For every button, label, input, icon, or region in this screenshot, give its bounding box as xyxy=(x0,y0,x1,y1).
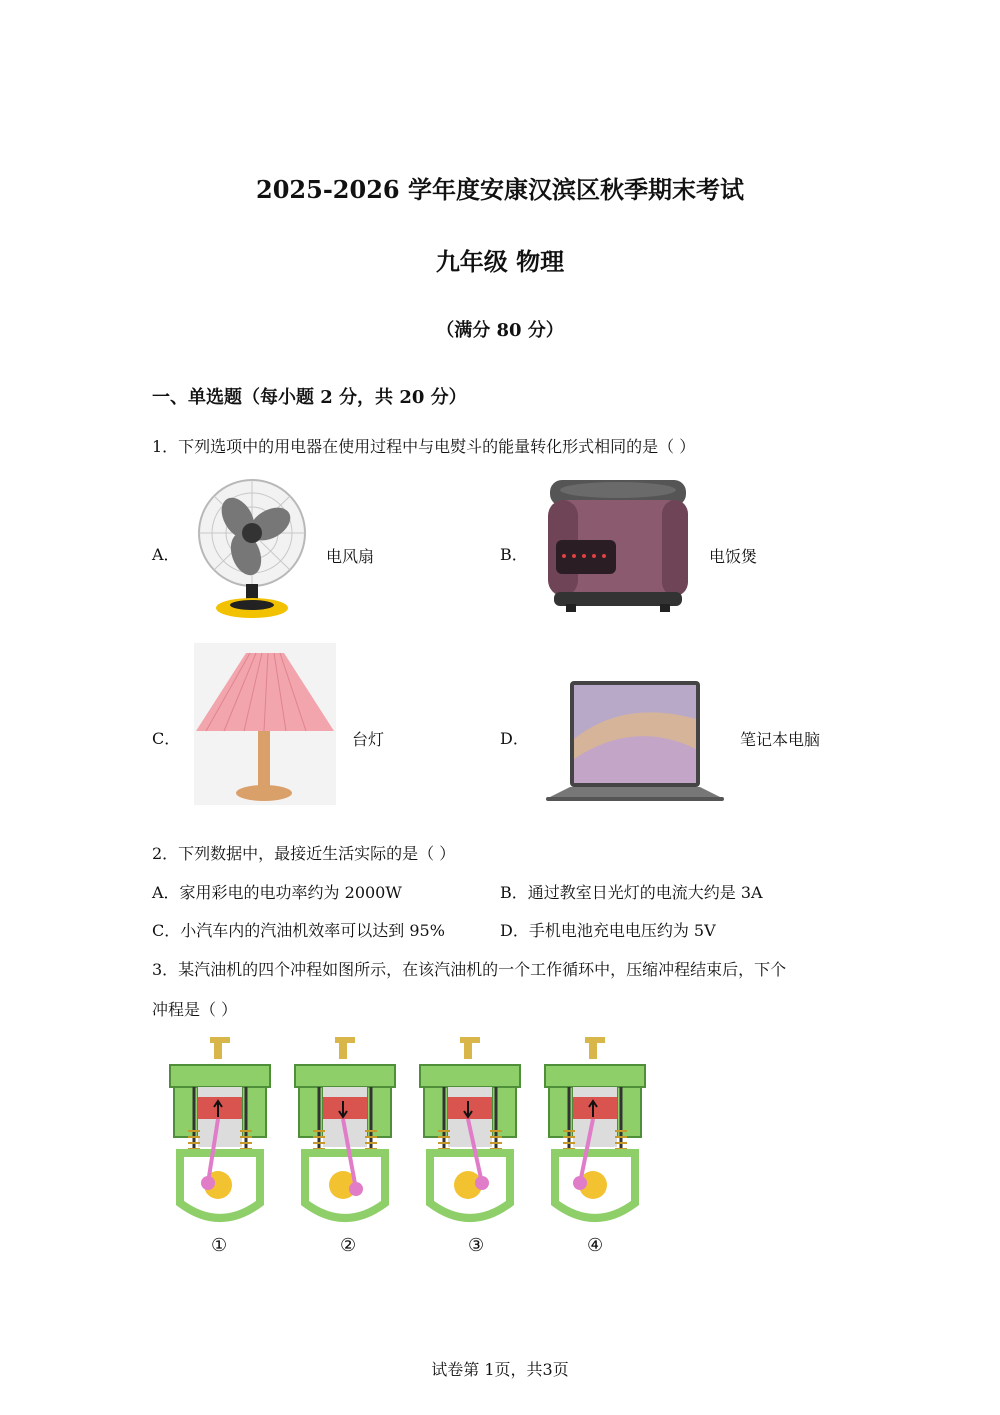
q2-option-a: A．家用彩电的电功率约为 2000W xyxy=(152,883,402,902)
q2-option-b: B．通过教室日光灯的电流大约是 3A xyxy=(500,883,763,902)
figure-label-2: ② xyxy=(340,1235,357,1256)
q1-option-a-label: 电风扇 xyxy=(326,547,375,566)
laptop-image xyxy=(544,679,726,803)
engine-3 xyxy=(420,1037,520,1218)
question-3-stem-line2: 冲程是（ ） xyxy=(152,1000,238,1019)
q1-option-b-letter: B． xyxy=(500,545,528,564)
engine-2 xyxy=(295,1037,395,1218)
figure-label-1: ① xyxy=(211,1235,228,1256)
exam-subtitle: 九年级 物理 xyxy=(435,247,565,276)
exam-title: 2025-2026 学年度安康汉滨区秋季期末考试 xyxy=(256,175,744,204)
q1-option-a-letter: A． xyxy=(152,545,180,564)
engine-4 xyxy=(545,1037,645,1218)
q1-option-d-label: 笔记本电脑 xyxy=(740,730,821,749)
section-heading: 一、单选题（每小题 2 分，共 20 分） xyxy=(152,387,467,408)
q1-option-c-label: 台灯 xyxy=(352,730,385,749)
question-3-stem-line1: 3．某汽油机的四个冲程如图所示，在该汽油机的一个工作循环中，压缩冲程结束后，下个 xyxy=(152,960,787,979)
figure-label-3: ③ xyxy=(468,1235,485,1256)
question-2-stem: 2．下列数据中，最接近生活实际的是（ ） xyxy=(152,844,456,863)
q1-option-c-letter: C． xyxy=(152,729,181,748)
q1-option-b-label: 电饭煲 xyxy=(709,547,758,566)
engine-strokes-figure xyxy=(160,1035,660,1235)
engine-1 xyxy=(170,1037,270,1218)
exam-score: （满分 80 分） xyxy=(436,320,564,341)
page-footer: 试卷第 1页，共3页 xyxy=(431,1360,569,1379)
q2-option-d: D．手机电池充电电压约为 5V xyxy=(500,921,716,940)
figure-label-4: ④ xyxy=(587,1235,604,1256)
rice-cooker-image xyxy=(544,476,692,618)
question-1-stem: 1．下列选项中的用电器在使用过程中与电熨斗的能量转化形式相同的是（ ） xyxy=(152,437,696,456)
q2-option-c: C．小汽车内的汽油机效率可以达到 95% xyxy=(152,921,445,940)
q1-option-d-letter: D． xyxy=(500,729,529,748)
electric-fan-image xyxy=(194,478,310,620)
table-lamp-image xyxy=(194,643,336,805)
